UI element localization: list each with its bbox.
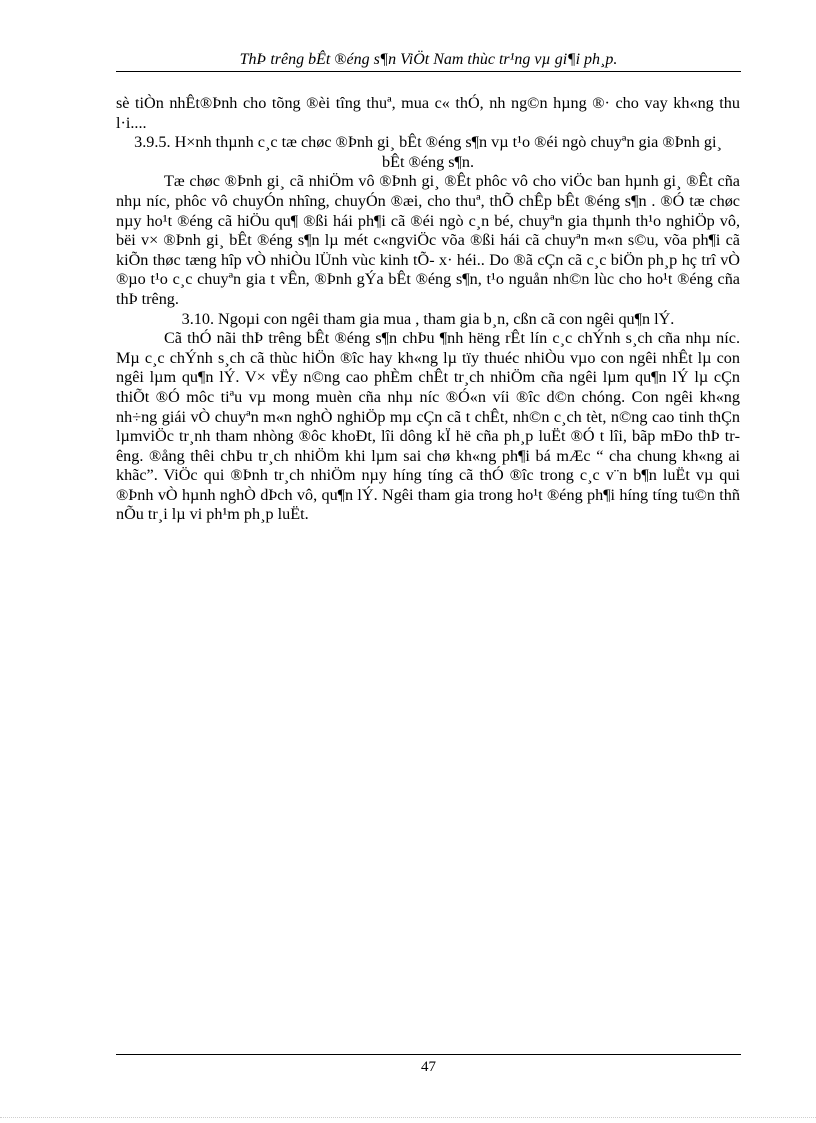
page-bottom-dotted-line: [0, 1117, 816, 1118]
header-divider: [116, 71, 741, 72]
paragraph-continuation: sè tiÒn nhÊt®Þnh cho tõng ®èi tîng thuª, mua c« thÓ, nh ng©n hµng ®· cho vay kh«ng thu l·i....: [116, 94, 740, 132]
footer-divider: [116, 1054, 741, 1055]
page-number: 47: [421, 1059, 436, 1075]
section-heading-3-10: 3.10. Ngoµi con ngêi tham gia mua , tham gia b¸n, cßn cã con ngêi qu¶n lÝ.: [181, 309, 675, 328]
paragraph-management-people: Cã thÓ nãi thÞ trêng bÊt ®éng s¶n chÞu ¶nh hëng rÊt lín c¸c chÝnh s¸ch cña nhµ níc. Mµ c¸c chÝnh s¸ch cã thùc hiÖn ®îc hay kh«ng lµ tïy thuéc nhiÒu vµo con ngêi nhÊt lµ con ngêi lµm qu¶n lÝ. V× vËy n©ng cao phÈm chÊt tr¸ch nhiÖm cña ngêi lµm qu¶n lÝ lµ cÇn thiÕt ®Ó môc tiªu vµ mong muèn cña nhµ níc ®Ó«n víi ®îc d©n chóng. Con ngêi kh«ng nh÷ng giái vÒ chuyªn m«n nghÒ nghiÖp mµ cÇn cã t chÊt, nh©n c¸ch tèt, n©ng cao tinh thÇn lµmviÖc tr¸nh tham nhòng ®ôc khoÐt, lîi dông kÏ hë cña ph¸p luËt ®Ó t lîi, bãp mÐo thÞ trêng. ®ång thêi chÞu tr¸ch nhiÖm khi lµm sai chø kh«ng ph¶i bá mÆc “ cha chung kh«ng ai khãc”. ViÖc qui ®Þnh tr¸ch nhiÖm nµy híng tíng cã thÓ ®îc trong c¸c v¨n b¶n luËt vµ qui ®Þnh vÒ hµnh nghÒ dÞch vô, qu¶n lÝ. Ngêi tham gia trong ho¹t ®éng ph¶i híng tíng tu©n thñ nÕu tr¸i lµ vi ph¹m ph¸p luËt.: [116, 329, 740, 524]
section-heading-3-9-5: 3.9.5. H×nh thµnh c¸c tæ chøc ®Þnh gi¸ bÊt ®éng s¶n vµ t¹o ®éi ngò chuyªn gia ®Þnh gi¸ bÊt ®éng s¶n.: [134, 133, 722, 171]
body-text: [116, 94, 740, 525]
paragraph-valuation-organizations: Tæ chøc ®Þnh gi¸ cã nhiÖm vô ®Þnh gi¸ ®Êt phôc vô cho viÖc ban hµnh gi¸ ®Êt cña nhµ níc, phôc vô chuyÓn nhîng, chuyÓn ®æi, cho thuª, thÕ chÊp bÊt ®éng s¶n . ®Ó tæ chøc nµy ho¹t ®éng cã hiÖu qu¶ ®ßi hái ph¶i cã ®éi ngò c¸n bé, chuyªn gia thµnh th¹o nghiÖp vô, bëi v× ®Þnh gi¸ bÊt ®éng s¶n lµ mét c«ngviÖc võa ®ßi hái cã chuyªn m«n s©u, võa ph¶i cã kiÕn thøc tæng hîp vÒ nhiÒu lÜnh vùc kinh tÕ- x· héi.. Do ®ã cÇn cã c¸c biÖn ph¸p hç trî vÒ ®µo t¹o c¸c chuyªn gia t vÊn, ®Þnh gÝa bÊt ®éng s¶n, t¹o nguån nh©n lùc cho ho¹t ®éng cña thÞ trêng.: [116, 172, 740, 308]
running-header: ThÞ trêng bÊt ®éng s¶n ViÖt Nam thùc tr¹ng vµ gi¶i ph¸p.: [239, 51, 618, 68]
